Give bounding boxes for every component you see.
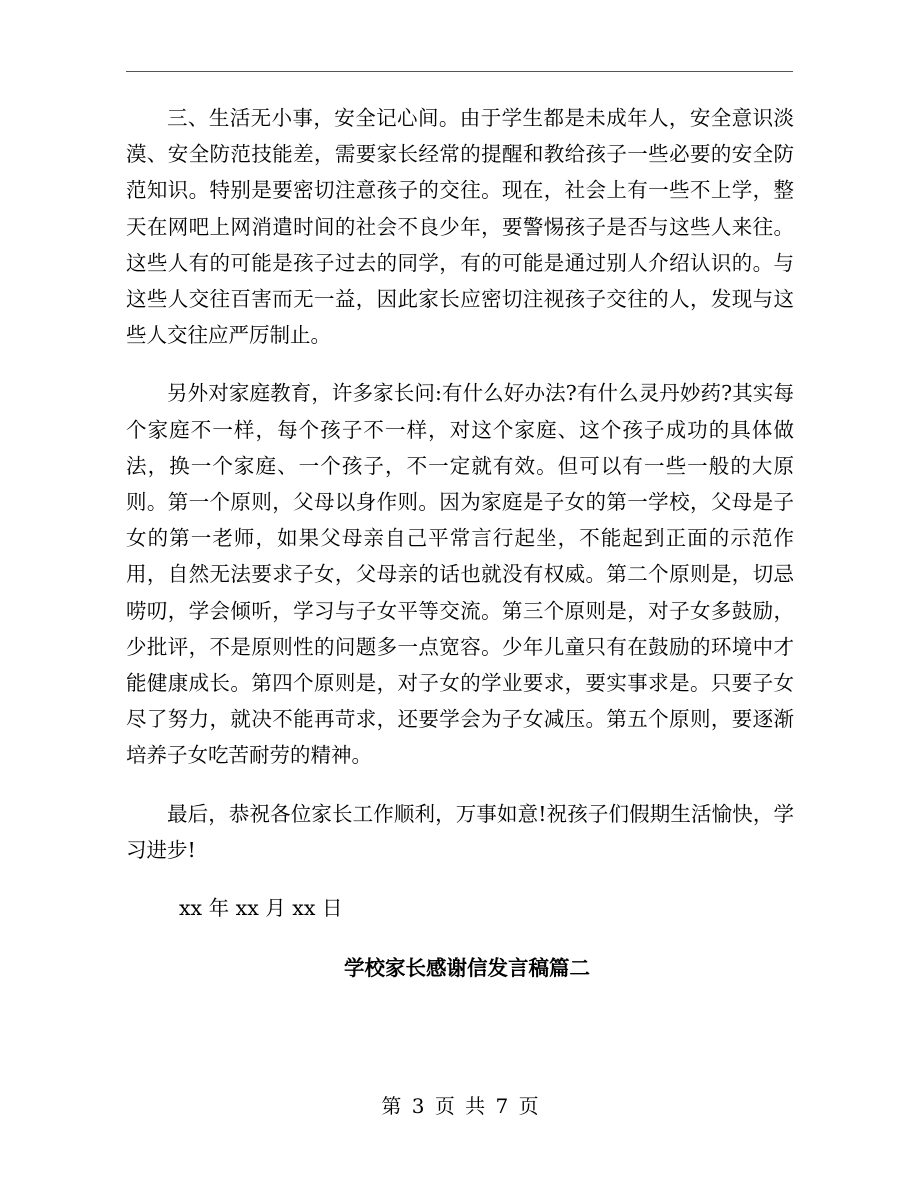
document-body — [126, 100, 794, 986]
paragraph-closing: 最后，恭祝各位家长工作顺利，万事如意!祝孩子们假期生活愉快，学习进步! — [126, 801, 794, 862]
paragraph-family-education: 另外对家庭教育，许多家长问:有什么好办法?有什么灵丹妙药?其实每个家庭不一样，每个孩子不一样，对这个家庭、这个孩子成功的具体做法，换一个家庭、一个孩子，不一定就有效。但可以有一些一般的大原则。第一个原则，父母以身作则。因为家庭是子女的第一学校，父母是子女的第一老师，如果父母亲自己平常言行起坐，不能起到正面的示范作用，自然无法要求子女，父母亲的话也就没有权威。第二个原则是，切忌唠叨，学会倾听，学习与子女平等交流。第三个原则是，对子女多鼓励，少批评，不是原则性的问题多一点宽容。少年儿童只有在鼓励的环境中才能健康成长。第四个原则是，对子女的学业要求，要实事求是。只要子女尽了努力，就决不能再苛求，还要学会为子女减压。第五个原则，要逐渐培养子女吃苦耐劳的精神。 — [126, 381, 794, 768]
header-rule — [126, 71, 793, 72]
paragraph-safety: 三、生活无小事，安全记心间。由于学生都是未成年人，安全意识淡漠、安全防范技能差，需要家长经常的提醒和教给孩子一些必要的安全防范知识。特别是要密切注意孩子的交往。现在，社会上有一些不上学，整天在网吧上网消遣时间的社会不良少年，要警惕孩子是否与这些人来往。这些人有的可能是孩子过去的同学，有的可能是通过别人介绍认识的。与这些人交往百害而无一益，因此家长应密切注视孩子交往的人，发现与这些人交往应严厉制止。 — [126, 106, 794, 348]
date-line: xx 年 xx 月 xx 日 — [179, 896, 343, 921]
section-title: 学校家长感谢信发言稿篇二 — [344, 956, 590, 981]
page-number: 第 3 页 共 7 页 — [381, 1094, 539, 1118]
